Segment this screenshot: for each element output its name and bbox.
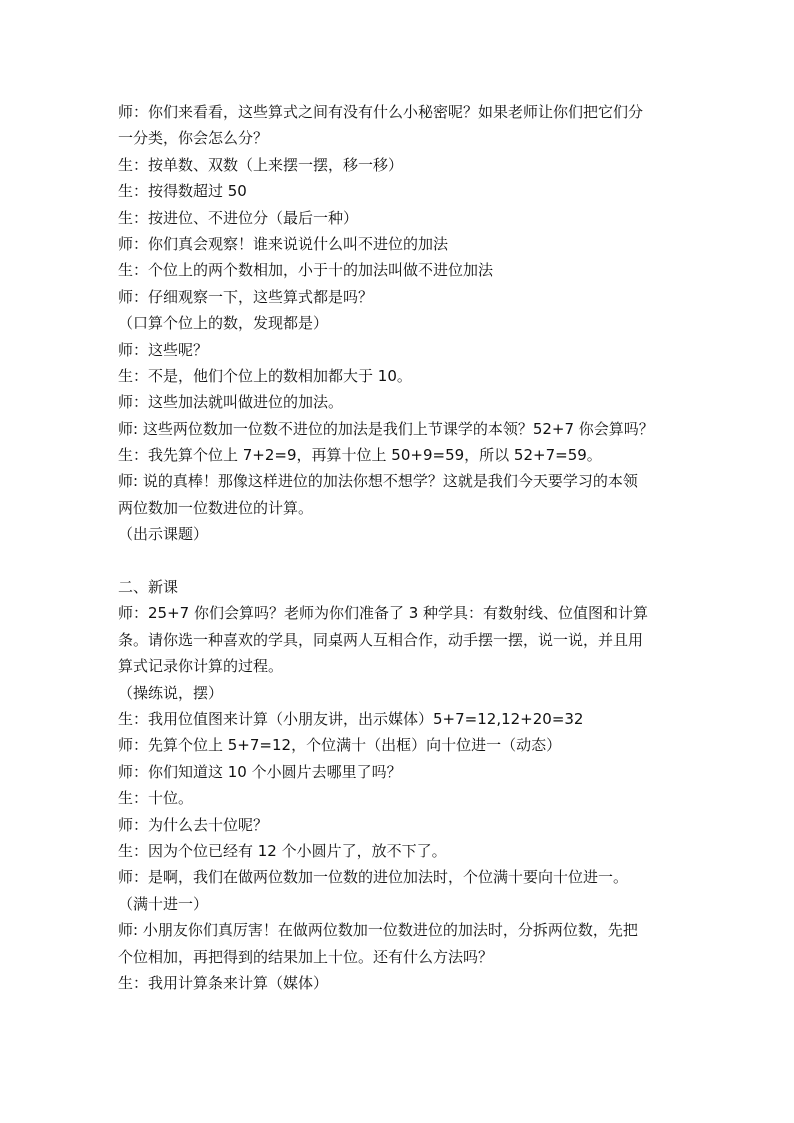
- text-line: 生：我用计算条来计算（媒体）: [118, 973, 329, 992]
- text-line: 生：我用位值图来计算（小朋友讲，出示媒体）5+7=12,12+20=32: [118, 709, 584, 728]
- text-line: 条。请你选一种喜欢的学具，同桌两人互相合作，动手摆一摆，说一说，并且用: [118, 630, 644, 649]
- text-line: 个位相加，再把得到的结果加上十位。还有什么方法吗？: [118, 947, 494, 966]
- text-line: 生：个位上的两个数相加，小于十的加法叫做不进位加法: [118, 261, 494, 280]
- text-line: 算式记录你计算的过程。: [118, 657, 284, 676]
- text-line: 生：不是，他们个位上的数相加都大于 10。: [118, 366, 412, 385]
- text-line: 师：为什么去十位呢？: [118, 815, 269, 834]
- text-line: 生：按得数超过 50: [118, 182, 247, 201]
- text-line: 师：25+7 你们会算吗？老师为你们准备了 3 种学具：有数射线、位值图和计算: [118, 604, 649, 623]
- text-line: （操练说，摆）: [118, 683, 224, 702]
- text-line: 两位数加一位数进位的计算。: [118, 498, 314, 517]
- document-body: [118, 99, 688, 996]
- text-line: 师：你们知道这 10 个小圆片去哪里了吗？: [118, 762, 402, 781]
- text-line: 生：因为个位已经有 12 个小圆片了，放不下了。: [118, 841, 447, 860]
- text-line: 师：仔细观察一下，这些算式都是吗？: [118, 287, 374, 306]
- text-line: 师：先算个位上 5+7=12，个位满十（出框）向十位进一（动态）: [118, 736, 562, 755]
- text-line: （满十进一）: [118, 894, 209, 913]
- text-line: 师：你们真会观察！谁来说说什么叫不进位的加法: [118, 234, 449, 253]
- text-line: 生：我先算个位上 7+2=9，再算十位上 50+9=59，所以 52+7=59。: [118, 446, 602, 465]
- text-line: （口算个位上的数，发现都是）: [118, 314, 329, 333]
- text-line: 师: 这些两位数加一位数不进位的加法是我们上节课学的本领？52+7 你会算吗？: [118, 419, 654, 438]
- text-line: 生：按进位、不进位分（最后一种）: [118, 208, 359, 227]
- section-heading: 二、新课: [118, 578, 179, 597]
- text-line: 师: 说的真棒！那像这样进位的加法你想不想学？这就是我们今天要学习的本领: [118, 472, 638, 491]
- text-line: （出示课题）: [118, 525, 209, 544]
- text-line: 师：这些加法就叫做进位的加法。: [118, 393, 344, 412]
- text-line: 生：按单数、双数（上来摆一摆，移一移）: [118, 155, 404, 174]
- text-line: 师：你们来看看，这些算式之间有没有什么小秘密呢？如果老师让你们把它们分: [118, 103, 644, 121]
- text-line: 师: 小朋友你们真厉害！在做两位数加一位数进位的加法时，分拆两位数，先把: [118, 921, 638, 940]
- blank-line: [118, 548, 688, 574]
- text-line: 师：这些呢？: [118, 340, 209, 359]
- text-line: 师：是啊，我们在做两位数加一位数的进位加法时，个位满十要向十位进一。: [118, 868, 629, 887]
- text-line: 生：十位。: [118, 789, 194, 808]
- text-line: 一分类，你会怎么分？: [118, 129, 269, 148]
